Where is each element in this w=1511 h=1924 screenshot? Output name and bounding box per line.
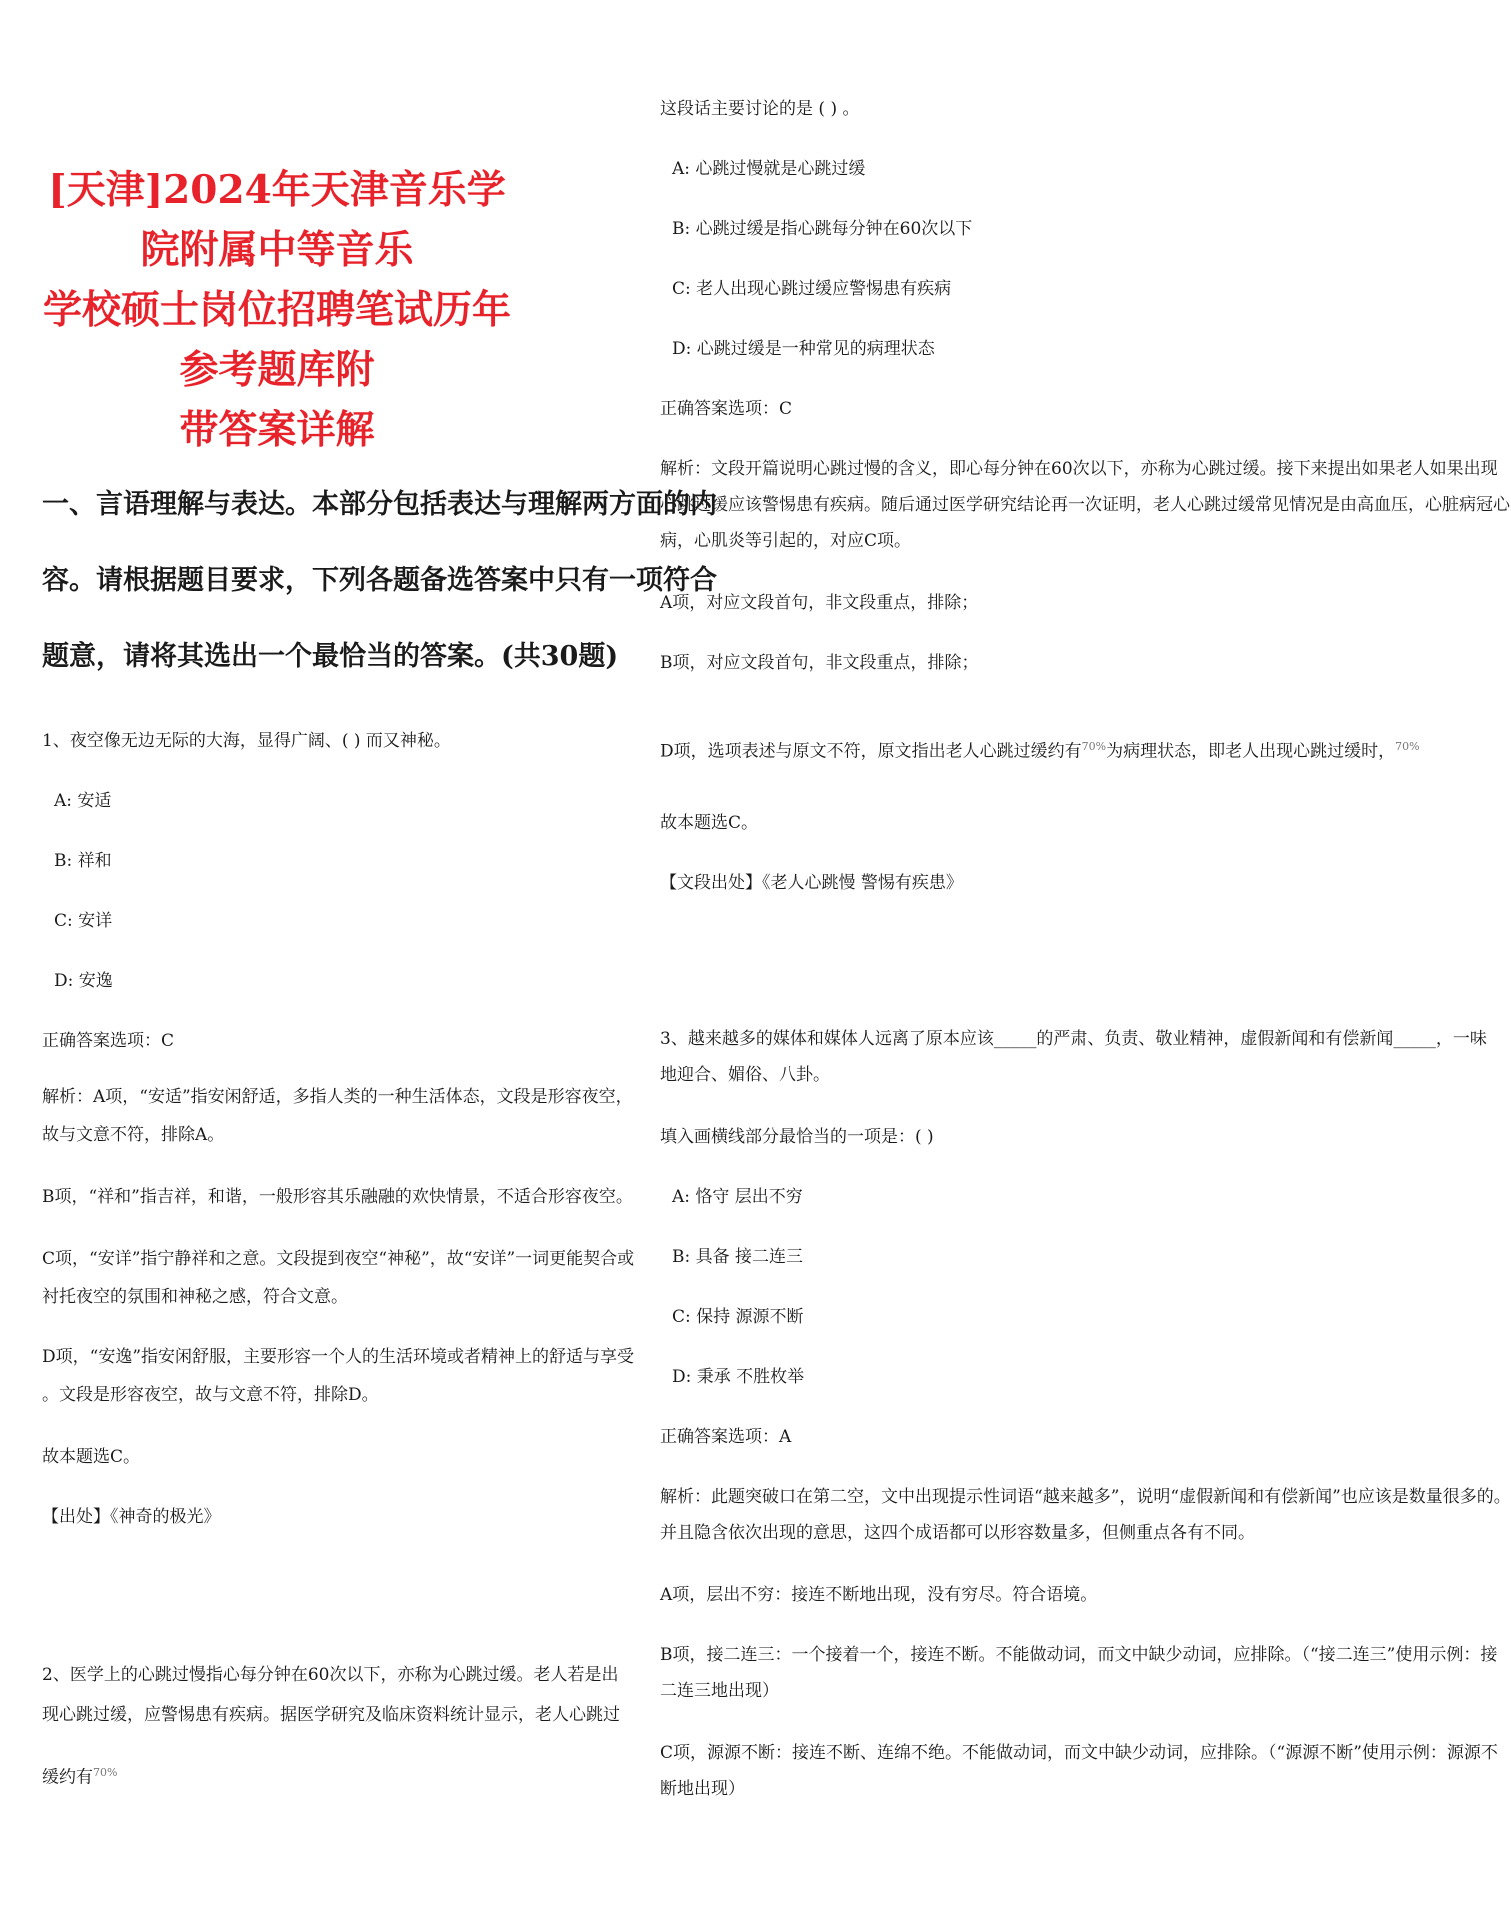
q3-c-note-line: C项，源源不断：接连不断、连绵不绝。不能做动词，而文中缺少动词，应排除。（“源源不断”使用示例：源源不: [660, 1743, 1498, 1763]
q3-option-b: B: 具备 接二连三: [672, 1247, 804, 1267]
q3-option-c: C: 保持 源源不断: [672, 1307, 804, 1327]
q3-prompt: 填入画横线部分最恰当的一项是：( ): [660, 1127, 934, 1147]
q2-option-d: D: 心跳过缓是一种常见的病理状态: [672, 339, 935, 359]
q2-question: 这段话主要讨论的是 ( ) 。: [660, 99, 860, 119]
section-line: 容。请根据题目要求，下列各题备选答案中只有一项符合: [42, 565, 717, 596]
q1-option-a: A: 安适: [54, 791, 112, 811]
q1-analysis-line: C项，“安详”指宁静祥和之意。文段提到夜空“神秘”，故“安详”一词更能契合或: [42, 1249, 635, 1269]
q2-stem-line: 现心跳过缓，应警惕患有疾病。据医学研究及临床资料统计显示，老人心跳过: [42, 1705, 620, 1725]
q1-analysis-line: 故与文意不符，排除A。: [42, 1125, 225, 1145]
q2-analysis-line: 心跳过缓应该警惕患有疾病。随后通过医学研究结论再一次证明，老人心跳过缓常见情况是由高血压，心脏病冠心: [660, 495, 1510, 515]
q2-b-note: B项，对应文段首句，非文段重点，排除；: [660, 653, 979, 673]
q1-answer: 正确答案选项：C: [42, 1031, 175, 1051]
superscript-percent: 70%: [1081, 740, 1107, 753]
q2-source: 【文段出处】《老人心跳慢 警惕有疾患》: [660, 873, 963, 893]
q3-stem-line: 3、越来越多的媒体和媒体人远离了原本应该_____的严肃、负责、敬业精神，虚假新闻和有偿新闻_____，一味: [660, 1029, 1487, 1049]
q3-analysis-line: 并且隐含依次出现的意思，这四个成语都可以形容数量多，但侧重点各有不同。: [660, 1523, 1255, 1543]
superscript-percent: 70%: [1395, 740, 1420, 753]
q1-analysis-line: B项，“祥和”指吉祥，和谐，一般形容其乐融融的欢快情景，不适合形容夜空。: [42, 1187, 633, 1207]
q1-option-b: B: 祥和: [54, 851, 112, 871]
q1-analysis-line: 衬托夜空的氛围和神秘之感，符合文意。: [42, 1287, 348, 1307]
q1-option-d: D: 安逸: [54, 971, 113, 991]
q3-answer: 正确答案选项：A: [660, 1427, 792, 1447]
q3-option-a: A: 恪守 层出不穷: [672, 1187, 803, 1207]
q2-analysis-line: 病，心肌炎等引起的，对应C项。: [660, 531, 912, 551]
q2-conclusion: 故本题选C。: [660, 813, 759, 833]
q2-option-a: A: 心跳过慢就是心跳过缓: [672, 159, 866, 179]
q1-source: 【出处】《神奇的极光》: [42, 1507, 221, 1527]
q2-d-note: D项，选项表述与原文不符，原文指出老人心跳过缓约有$^{70\%}$为病理状态，即老人出现心跳过缓时，$^{70\%}$: [660, 740, 1420, 762]
q3-analysis-line: 解析：此题突破口在第二空，文中出现提示性词语“越来越多”，说明“虚假新闻和有偿新闻”也应该是数量很多的。: [660, 1487, 1511, 1507]
q2-option-b: B: 心跳过缓是指心跳每分钟在60次以下: [672, 219, 973, 239]
superscript-percent: 70%: [93, 1766, 118, 1779]
q3-option-d: D: 秉承 不胜枚举: [672, 1367, 805, 1387]
document-title: [42, 160, 512, 460]
section-line: 一、言语理解与表达。本部分包括表达与理解两方面的内: [42, 489, 717, 520]
title-line: 带答案详解: [179, 407, 375, 453]
q1-conclusion: 故本题选C。: [42, 1447, 141, 1467]
q2-analysis-line: 解析：文段开篇说明心跳过慢的含义，即心每分钟在60次以下，亦称为心跳过缓。接下来提出如果老人如果出现: [660, 459, 1498, 479]
q3-stem-line: 地迎合、媚俗、八卦。: [660, 1065, 830, 1085]
q1-analysis-line: 。文段是形容夜空，故与文意不符，排除D。: [42, 1385, 379, 1405]
section-line: 题意，请将其选出一个最恰当的答案。(共30题): [42, 641, 619, 672]
q2-answer: 正确答案选项：C: [660, 399, 793, 419]
q2-option-c: C: 老人出现心跳过缓应警惕患有疾病: [672, 279, 952, 299]
q3-b-note-line: B项，接二连三：一个接着一个，接连不断。不能做动词，而文中缺少动词，应排除。（“接二连三”使用示例：接: [660, 1645, 1498, 1665]
q2-stem-line: 缓约有$^{70\%}$: [42, 1766, 118, 1788]
q3-b-note-line: 二连三地出现）: [660, 1681, 779, 1701]
q3-a-note: A项，层出不穷：接连不断地出现，没有穷尽。符合语境。: [660, 1585, 1098, 1605]
q1-analysis-line: D项，“安逸”指安闲舒服，主要形容一个人的生活环境或者精神上的舒适与享受: [42, 1347, 635, 1367]
q3-c-note-line: 断地出现）: [660, 1779, 745, 1799]
q1-option-c: C: 安详: [54, 911, 113, 931]
q1-analysis-line: 解析：A项，“安适”指安闲舒适，多指人类的一种生活体态，文段是形容夜空，: [42, 1087, 633, 1107]
q2-stem-line: 2、医学上的心跳过慢指心每分钟在60次以下，亦称为心跳过缓。老人若是出: [42, 1665, 619, 1685]
title-line: [天津]2024年天津音乐学院附属中等音乐: [48, 167, 506, 273]
title-line: 学校硕士岗位招聘笔试历年参考题库附: [42, 287, 511, 393]
q1-stem: 1、夜空像无边无际的大海，显得广阔、( ) 而又神秘。: [42, 731, 451, 751]
q2-a-note: A项，对应文段首句，非文段重点，排除；: [660, 593, 979, 613]
